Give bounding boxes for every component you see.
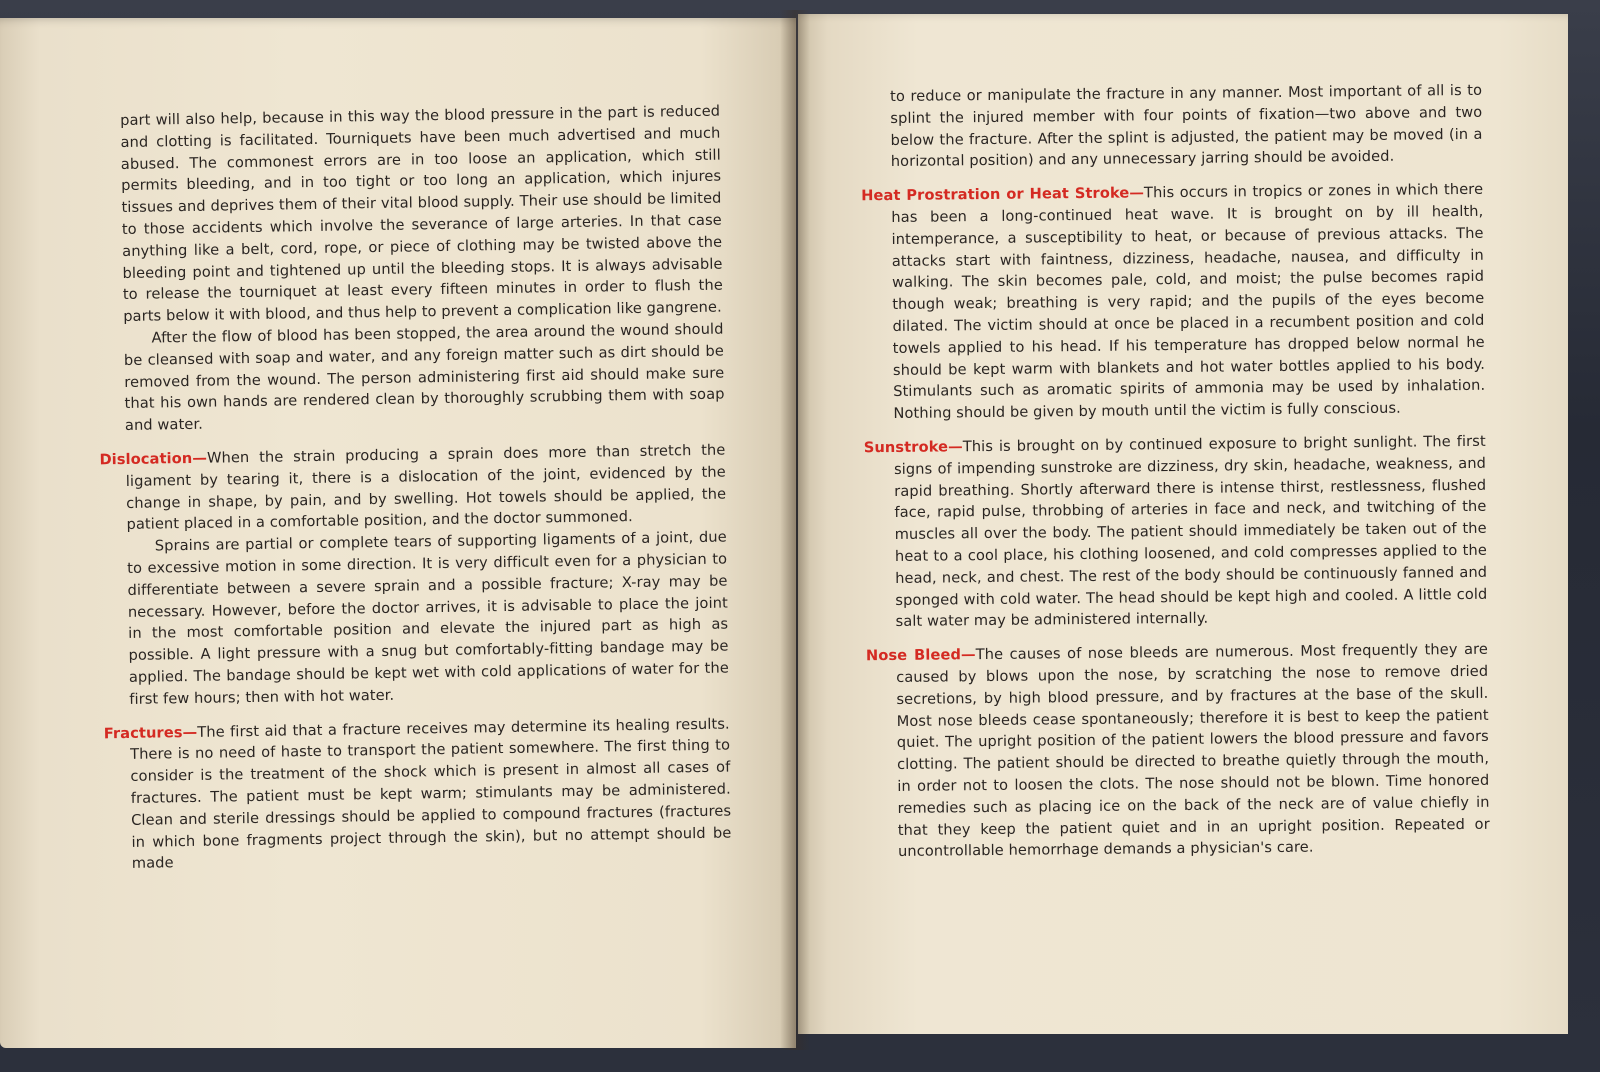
left-page-text bbox=[99, 101, 732, 875]
entry-fractures bbox=[103, 713, 732, 875]
heading-sunstroke: Sunstroke— bbox=[863, 438, 963, 457]
heading-dislocation: Dislocation— bbox=[99, 449, 208, 469]
heading-fractures: Fractures— bbox=[103, 723, 198, 742]
text-fractures: The first aid that a fracture receives may determine its healing results. There is no need of haste to transport the patient somewhere. The first thing to consider is the treatment of the shock which is present in almost all cases of fractures. The patient must be kept warm; stimulants may be administered. Clean and sterile dressings should be applied to compound fractures (fractures in which bone fragments project through the skin), but no attempt should be made bbox=[129, 715, 732, 873]
text-heat-stroke: This occurs in tropics or zones in which there has been a long-continued heat wave. It is brought on by ill health, intemperance, a susceptibility to heat, or because of previous attacks. The attacks start with faintness, dizziness, headache, nausea, and difficulty in walking. The skin becomes pale, cold, and moist; the pulse becomes rapid though weak; breathing is very rapid; and the pupils of the eyes become dilated. The victim should at once be placed in a recumbent position and cold towels applied to his head. If his temperature has dropped below normal he should be kept warm with blankets and hot water bottles applied to his body. Stimulants such as aromatic spirits of ammonia may be used by inhalation. Nothing should be given by mouth until the victim is fully conscious. bbox=[891, 180, 1486, 423]
entry-heat-stroke bbox=[861, 179, 1486, 425]
left-paragraph-tourniquet: part will also help, because in this way the blood pressure in the part is reduced and clotting is facilitated. Tourniquets have been much advertised and much abused. The commonest errors are in too loose an application, which still permits bleeding, and in too tight or too long an application, which injures tissues and deprives them of their vital blood supply. Their use should be limited to those accidents which involve the severance of large arteries. In that case anything like a belt, cord, rope, or piece of clothing may be twisted above the bleeding point and tightened up until the bleeding stops. It is always advisable to release the tourniquet at least every fifteen minutes in order to flush the parts below it with blood, and thus help to prevent a complication like gangrene. bbox=[120, 102, 723, 326]
left-paragraph-cleansing: After the flow of blood has been stopped, the area around the wound should be cleansed with soap and water, and any foreign matter such as dirt should be removed from the wound. The person administering first aid should make sure that his own hands are rendered clean by thoroughly scrubbing them with soap and water. bbox=[123, 320, 725, 435]
text-nose-bleed: The causes of nose bleeds are numerous. Most frequently they are caused by blows upon the nose, by scratching the nose to remove dried secretions, by high blood pressure, and by fractures at the base of the skull. Most nose bleeds cease spontaneously; therefore it is best to keep the patient quiet. The upright position of the patient lowers the blood pressure and favors clotting. The patient should be directed to breathe quietly through the mouth, in order not to loosen the clots. The nose should not be blown. Time honored remedies such as placing ice on the back of the neck are of value chiefly in that they keep the patient quiet and in an upright position. Repeated or uncontrollable hemorrhage demands a physician's care. bbox=[896, 640, 1490, 861]
text-dislocation: When the strain producing a sprain does more than stretch the ligament by tearing it, there is a dislocation of the joint, evidenced by the change in shape, by pain, and by swelling. Hot towels should be applied, the patient placed in a comfortable position, and the doctor summoned. bbox=[125, 441, 727, 534]
text-sunstroke: This is brought on by continued exposure to bright sunlight. The first signs of impending sunstroke are dizziness, dry skin, headache, weakness, and rapid breathing. Shortly afterward there is intense thirst, restlessness, flushed face, rapid pulse, throbbing of arteries in face and neck, and twitching of the muscles all over the body. The patient should immediately be taken out of the heat to a cool place, his clothing loosened, and cold compresses applied to the head, neck, and chest. The rest of the body should be continuously fanned and sponged with cold water. The head should be kept high and cooled. A little cold salt water may be administered internally. bbox=[893, 432, 1488, 631]
heading-heat-stroke: Heat Prostration or Heat Stroke— bbox=[861, 184, 1145, 205]
entry-sunstroke bbox=[863, 431, 1488, 633]
entry-dislocation bbox=[99, 439, 727, 536]
book-gutter bbox=[780, 10, 810, 1050]
right-paragraph-fracture-cont: to reduce or manipulate the fracture in any manner. Most important of all is to splint the injured member with four points of fixation—two above and two below the fracture. After the splint is adjusted, the patient may be moved (in a horizontal position) and any unnecessary jarring should be avoided. bbox=[890, 81, 1483, 171]
left-page bbox=[0, 18, 796, 1048]
right-page bbox=[798, 14, 1568, 1034]
right-page-text bbox=[861, 80, 1490, 863]
left-paragraph-sprains: Sprains are partial or complete tears of supporting ligaments of a joint, due to excessive motion in some direction. It is very difficult even for a physician to differentiate between a severe sprain and a possible fracture; X-ray may be necessary. However, before the doctor arrives, it is advisable to place the joint in the most comfortable position and elevate the injured part as high as possible. A light pressure with a snug but comfortably-fitting bandage may be applied. The bandage should be kept wet with cold applications of water for the first few hours; then with hot water. bbox=[127, 528, 729, 708]
entry-nose-bleed bbox=[865, 639, 1490, 863]
heading-nose-bleed: Nose Bleed— bbox=[865, 646, 976, 665]
